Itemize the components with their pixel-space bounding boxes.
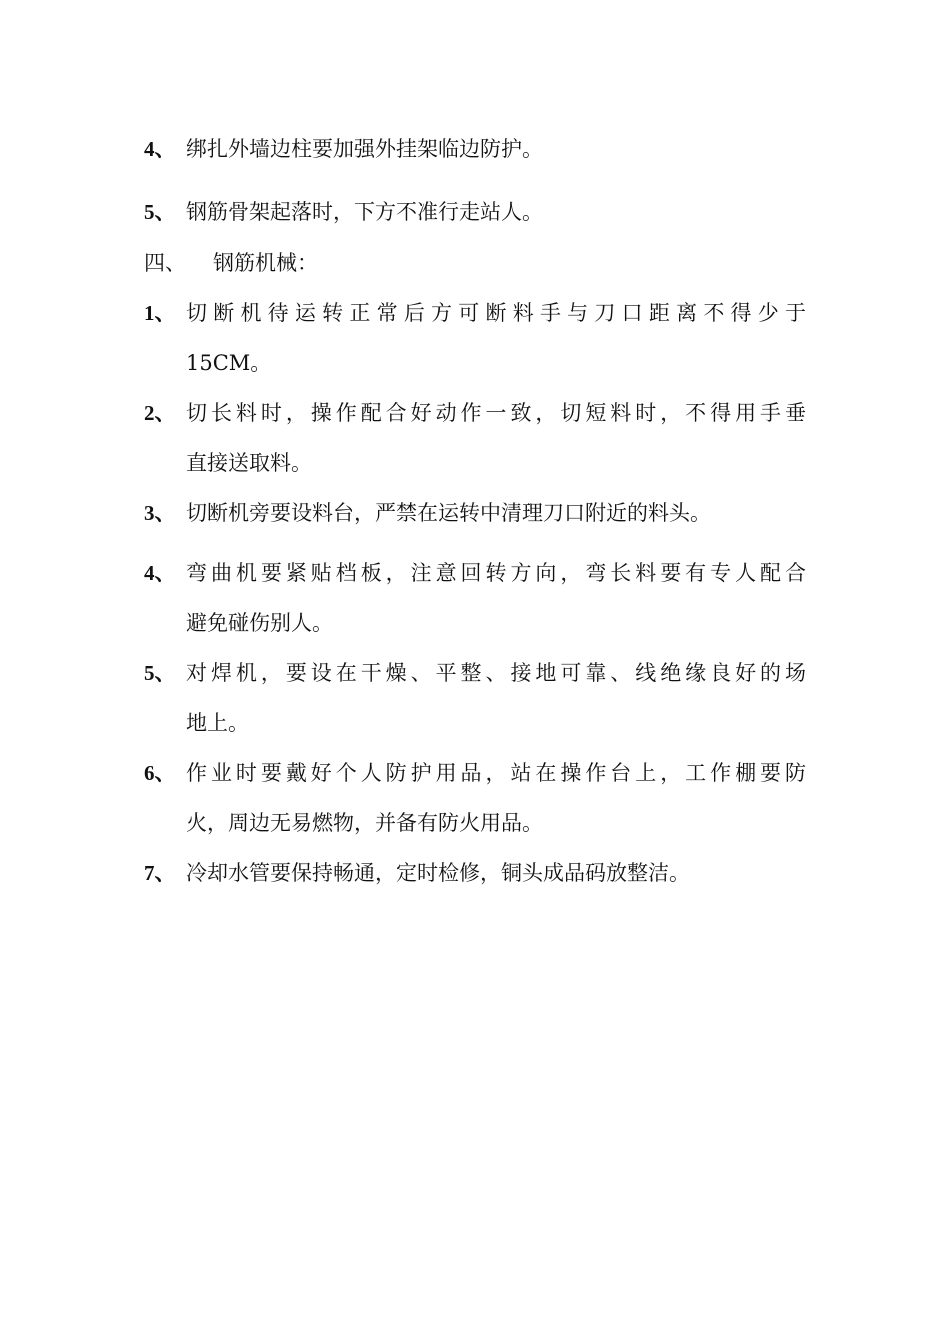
item-text: 作业时要戴好个人防护用品，站在操作台上，工作棚要防: [186, 761, 806, 785]
list-item: [0, 753, 950, 793]
item-continuation: [0, 443, 950, 483]
item-number: 2、: [144, 401, 176, 425]
list-item: [0, 853, 950, 893]
item-number: 3、: [144, 501, 176, 525]
item-text-continued: 直接送取料。: [186, 451, 312, 475]
item-number: 6、: [144, 761, 176, 785]
list-item: [0, 653, 950, 693]
item-text: 冷却水管要保持畅通，定时检修，铜头成品码放整洁。: [186, 861, 690, 885]
item-number: 4、: [144, 137, 176, 161]
item-continuation: [0, 343, 950, 383]
item-text: 切断机旁要设料台，严禁在运转中清理刀口附近的料头。: [186, 501, 711, 525]
item-number: 4、: [144, 561, 176, 585]
section-title: 钢筋机械：: [213, 251, 318, 275]
item-number: 1、: [144, 301, 176, 325]
item-continuation: [0, 703, 950, 743]
section-heading: [0, 243, 950, 283]
item-text: 对焊机，要设在干燥、平整、接地可靠、线绝缘良好的场: [186, 661, 806, 685]
item-text: 切断机待运转正常后方可断料手与刀口距离不得少于: [186, 301, 806, 325]
item-number: 5、: [144, 200, 176, 224]
list-item: [0, 553, 950, 593]
item-continuation: [0, 603, 950, 643]
item-text-continued: 火，周边无易燃物，并备有防火用品。: [186, 811, 543, 835]
list-item: [0, 293, 950, 333]
list-item: [0, 393, 950, 433]
item-text: 钢筋骨架起落时，下方不准行走站人。: [186, 200, 543, 224]
item-text-continued: 15CM。: [186, 351, 272, 375]
list-item: [0, 493, 950, 533]
section-number: 四、: [144, 251, 186, 275]
item-text: 弯曲机要紧贴档板，注意回转方向，弯长料要有专人配合: [186, 561, 806, 585]
item-number: 5、: [144, 661, 176, 685]
item-number: 7、: [144, 861, 176, 885]
list-item: [0, 129, 950, 169]
list-item: [0, 192, 950, 232]
item-text-continued: 避免碰伤别人。: [186, 611, 333, 635]
item-text: 切长料时，操作配合好动作一致，切短料时，不得用手垂: [186, 401, 806, 425]
item-text: 绑扎外墙边柱要加强外挂架临边防护。: [186, 137, 543, 161]
item-continuation: [0, 803, 950, 843]
item-text-continued: 地上。: [186, 711, 249, 735]
